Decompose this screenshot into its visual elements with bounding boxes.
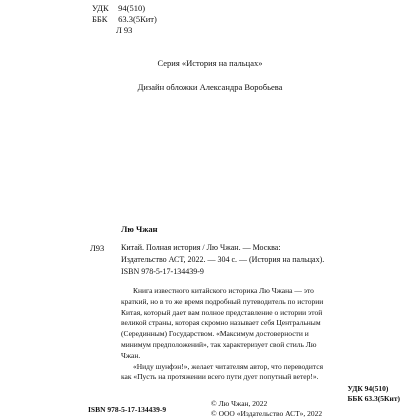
record-isbn: ISBN 978-5-17-134439-9: [121, 267, 204, 276]
annotation-p1-line: Китая, который дает вам полное представление о истории этой: [121, 307, 323, 317]
bibliographic-description: [121, 242, 419, 266]
bottom-classification: [347, 384, 400, 404]
udk-label: УДК: [92, 3, 109, 13]
bbk-row: [92, 14, 157, 25]
footer-isbn: ISBN 978-5-17-134439-9: [88, 405, 167, 414]
annotation-paragraph-1: [121, 286, 411, 362]
udk-row: [92, 3, 157, 14]
record-author: Лю Чжан: [121, 224, 158, 234]
record-cutter-mark: Л93: [90, 243, 105, 253]
copyright-author: © Лю Чжан, 2022: [211, 399, 268, 408]
bottom-bbk: ББК 63.3(5Кит): [347, 394, 400, 403]
annotation-p1-line: Чжан.: [121, 350, 141, 360]
bbk-value: 63.3(5Кит): [118, 14, 157, 24]
annotation-p1-line: краткий, но в то же время подробный путеводитель по истории: [121, 296, 324, 306]
annotation-paragraph-2: [121, 362, 411, 384]
udk-value: 94(510): [118, 3, 146, 13]
copyright-block: [211, 399, 322, 419]
annotation-p2-line: «Ниду шунфэн!», желает читателям автор, что переводится: [133, 361, 324, 371]
bbk-label: ББК: [92, 14, 108, 24]
annotation-p1-line: (Серединным) Государством. «Максимум достоверности и: [121, 329, 309, 339]
series-line: Серия «История на пальцах»: [157, 58, 263, 68]
annotation: [121, 286, 411, 383]
annotation-p1-line: Книга известного китайского историка Лю Чжана — это: [133, 286, 314, 295]
cutter-code: Л 93: [116, 25, 133, 35]
annotation-p1-line: минимум предположений», так характеризует свой стиль Лю: [121, 339, 317, 349]
biblio-line-1: Китай. Полная история / Лю Чжан. — Москва:: [121, 243, 281, 252]
copyright-publisher: © ООО «Издательство АСТ», 2022: [211, 409, 323, 418]
bottom-udk: УДК 94(510): [347, 384, 389, 393]
annotation-p2-line: как «Пусть на протяжении всего пути дует попутный ветер!».: [121, 372, 319, 382]
biblio-line-2: Издательство АСТ, 2022. — 304 с. — (История на пальцах).: [121, 255, 325, 264]
cutter-row: [92, 25, 157, 36]
cover-design-credit: Дизайн обложки Александра Воробьева: [137, 82, 283, 92]
annotation-p1-line: великой страны, которая скромно называет себя Центральным: [121, 318, 321, 328]
classification-block: [92, 3, 157, 36]
